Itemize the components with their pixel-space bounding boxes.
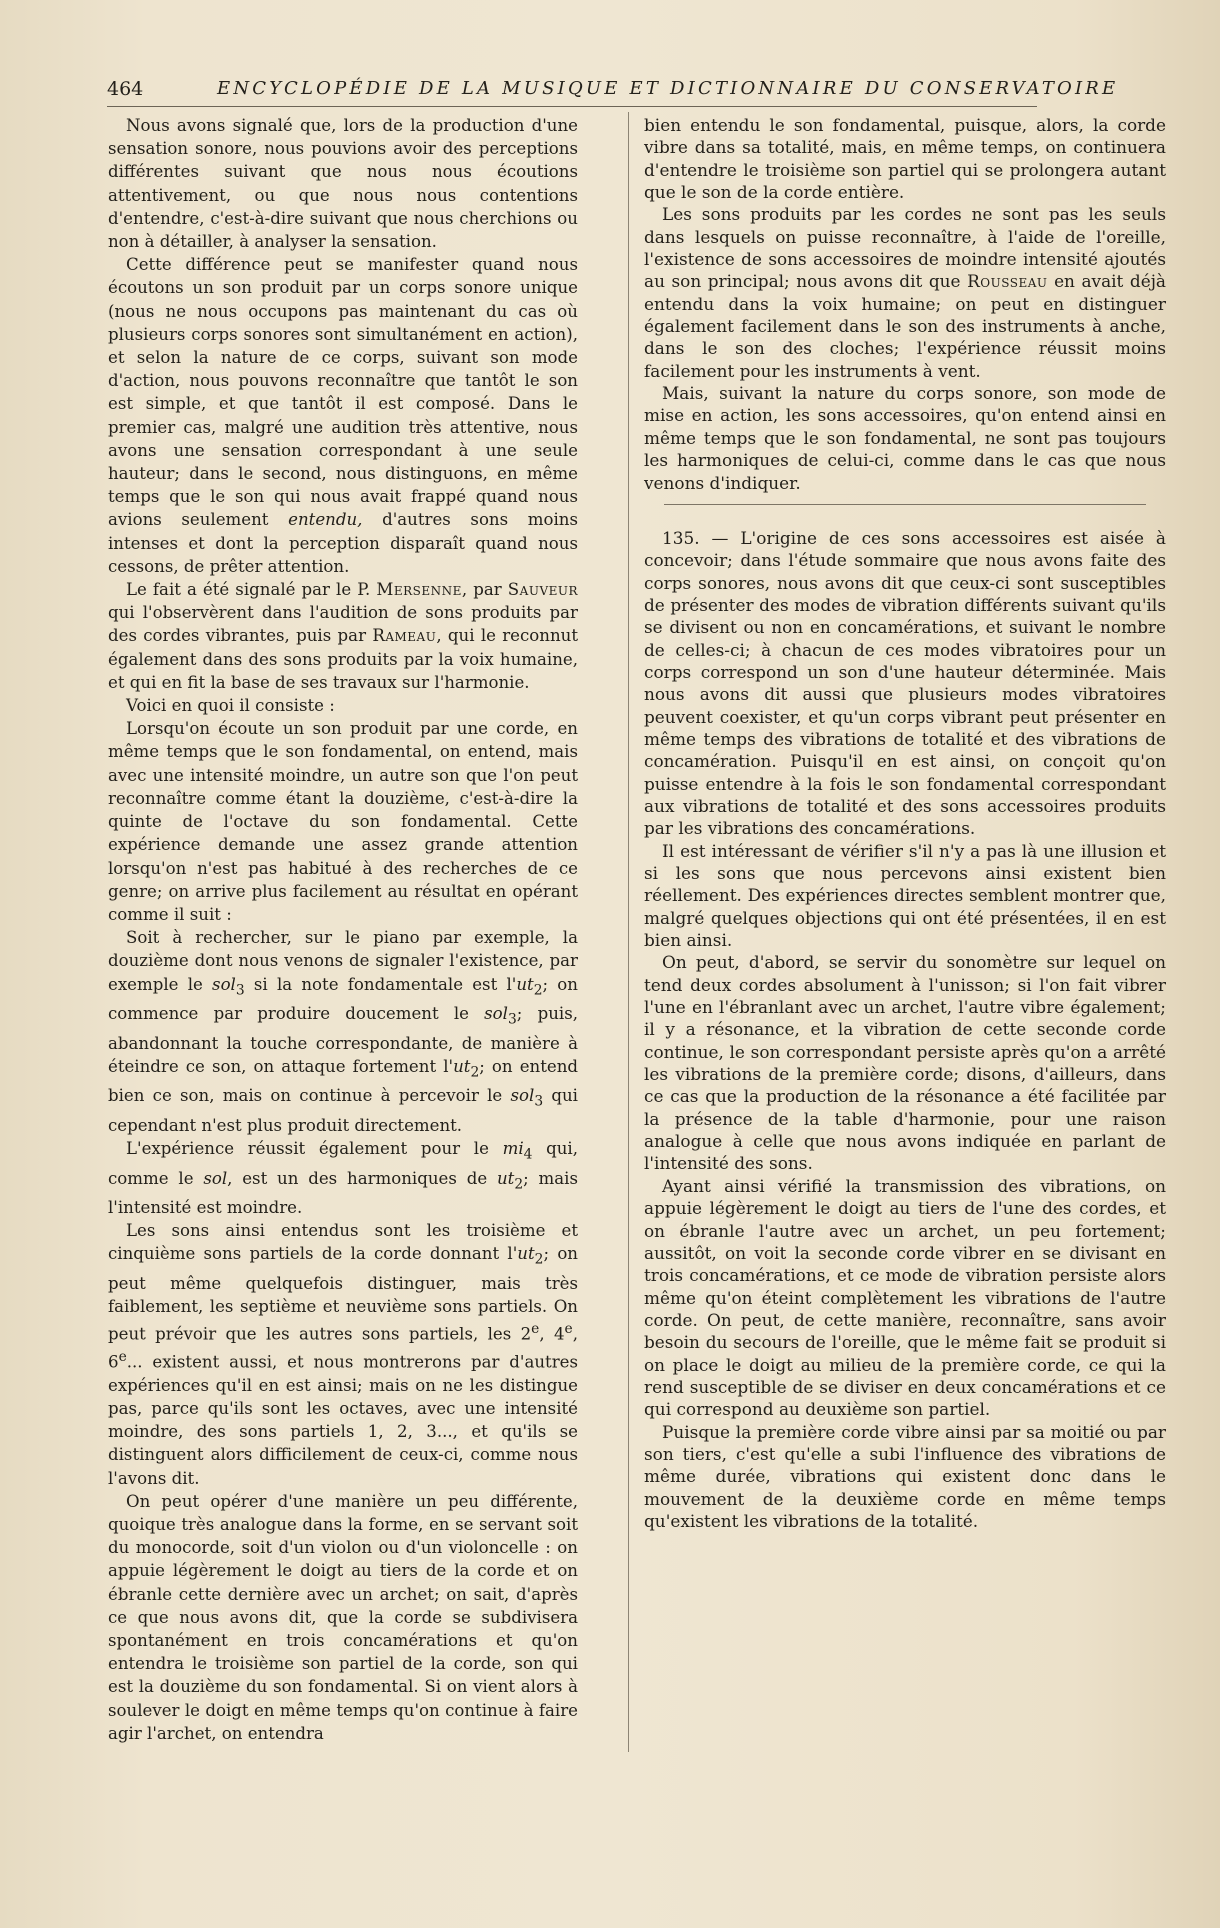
emphasis: entendu, xyxy=(288,510,363,530)
paragraph: Lorsqu'on écoute un son produit par une corde, en même temps que le son fondamental, on entend, mais avec une intensité moindre, un autre son que l'on peut reconnaître comme étant la douzième, c'est-à-dire la quinte de l'octave du son fondamental. Cette expérience demande une assez grande attention lorsqu'on n'est pas habitué à des recherches de ce genre; on arrive plus facilement au résultat en opérant comme il suit : xyxy=(108,719,578,924)
paragraph: Les sons produits par les cordes ne sont pas les seuls dans lesquels on puisse reconnaître, à l'aide de l'oreille, l'existence de sons accessoires de moindre intensité ajoutés au son principal; nous avons dit que Rousseau en avait déjà entendu dans la voix humaine; on peut en distinguer également facilement dans le son des instruments à anche, dans le son des cloches; l'expérience réussit moins facilement pour les instruments à vent. xyxy=(644,204,1166,381)
author-name: Rameau xyxy=(372,626,437,646)
paragraph: Cette différence peut se manifester quand nous écoutons un son produit par un corps sonore unique (nous ne nous occupons pas maintenant du cas où plusieurs corps sonores sont simultanément en action), et selon la nature de ce corps, suivant son mode d'action, nous pouvons reconnaître que tantôt le son est simple, et que tantôt il est composé. Dans le premier cas, malgré une audition très attentive, nous avons une sensation correspondant à une seule hauteur; dans le second, nous distinguons, en même temps que le son qui nous avait frappé quand nous avions seulement entendu, d'autres sons moins intenses et dont la perception disparaît quand nous cessons, de prêter attention. xyxy=(108,255,579,576)
paragraph: On peut, d'abord, se servir du sonomètre sur lequel on tend deux cordes absolument à l'unisson; si l'on fait vibrer l'une en l'ébranlant avec un archet, l'autre vibre également; il y a résonance, et la vibration de cette seconde corde continue, le son correspondant persiste après qu'on a arrêté les vibrations de la première corde; disons, d'ailleurs, dans ce cas que la production de la résonance a été facilitée par la présence de la table d'harmonie, pour une raison analogue à celle que nous avons indiquée en parlant de l'intensité des sons. xyxy=(644,952,1166,1174)
paragraph: Puisque la première corde vibre ainsi par sa moitié ou par son tiers, c'est qu'elle a subi l'influence des vibrations de même durée, vibrations qui existent donc dans le mouvement de la deuxième corde en même temps qu'existent les vibrations de la totalité. xyxy=(644,1421,1166,1531)
paragraph: Il est intéressant de vérifier s'il n'y a pas là une illusion et si les sons que nous percevons ainsi existent bien réellement. Des expériences directes semblent montrer que, malgré quelques objections qui ont été présentées, il en est bien ainsi. xyxy=(644,840,1166,951)
page-number: 464 xyxy=(107,78,144,100)
author-name: Rousseau xyxy=(967,271,1048,292)
paragraph: Nous avons signalé que, lors de la production d'une sensation sonore, nous pouvions avoir des perceptions différentes suivant que nous nous écoutions attentivement, ou que nous nous contentions d'entendre, c'est-à-dire suivant que nous cherchions ou non à détailler, à analyser la sensation. xyxy=(108,116,578,252)
paragraph: L'expérience réussit également pour le $mi_4$ qui, comme le sol, est un des harmoniques de $ut_2$; mais l'intensité est moindre. xyxy=(108,1138,579,1218)
paragraph: Mais, suivant la nature du corps sonore, son mode de mise en action, les sons accessoires, qu'on entend ainsi en même temps que le son fondamental, ne sont pas toujours les harmoniques de celui-ci, comme dans le cas que nous venons d'indiquer. xyxy=(644,383,1166,493)
paragraph: Ayant ainsi vérifié la transmission des vibrations, on appuie légèrement le doigt au tiers de l'une des cordes, et on ébranle l'autre avec un archet, un peu fortement; aussitôt, on voit la seconde corde vibrer en se divisant en trois concamérations, et ce mode de vibration persiste alors même qu'on éteint complètement les vibrations de l'autre corde. On peut, de cette manière, reconnaître, sans avoir besoin du secours de l'oreille, que le même fait se produit si on place le doigt au milieu de la première corde, ce qui la rend susceptible de se diviser en deux concamérations et ce qui correspond au deuxième son partiel. xyxy=(644,1175,1166,1420)
page-header xyxy=(107,78,1119,104)
left-column xyxy=(108,114,578,1745)
paragraph: Les sons ainsi entendus sont les troisième et cinquième sons partiels de la corde donnant $l'ut_2$; on peut même quelquefois distinguer, mais très faiblement, les septième et neuvième sons partiels. On peut prévoir que les autres sons partiels, les 2e, 4e, 6e... existent aussi, et nous montrerons par d'autres expériences qu'il en est ainsi; mais on ne les distingue pas, parce qu'ils sont les octaves, avec une intensité moindre, des sons partiels 1, 2, 3..., et qu'ils se distinguent alors difficilement de ceux-ci, comme nous l'avons dit. xyxy=(108,1221,578,1488)
running-title: ENCYCLOPÉDIE DE LA MUSIQUE ET DICTIONNAIRE DU CONSERVATOIRE xyxy=(217,78,1119,99)
author-name: Mersenne xyxy=(376,580,462,600)
section-paragraph: 135. — L'origine de ces sons accessoires est aisée à concevoir; dans l'étude sommaire que nous avons faite des corps sonores, nous avons dit que ceux-ci sont susceptibles de présenter des modes de vibration différents suivant qu'ils se divisent ou non en concamérations, et suivant le nombre de celles-ci; à chacun de ces modes vibratoires pour un corps correspond un son d'une hauteur déterminée. Mais nous avons dit aussi que plusieurs modes vibratoires peuvent coexister, et qu'un corps vibrant peut présenter en même temps des vibrations de totalité et des vibrations de concamération. Puisqu'il en est ainsi, on conçoit qu'on puisse entendre à la fois le son fondamental correspondant aux vibrations de totalité et des sons accessoires produits par les vibrations des concamérations. xyxy=(644,527,1166,839)
author-name: Sauveur xyxy=(507,580,579,600)
paragraph: Le fait a été signalé par le P. Mersenne, par Sauveur qui l'observèrent dans l'audition de sons produits par des cordes vibrantes, puis par Rameau, qui le reconnut également dans des sons produits par la voix humaine, et qui en fit la base de ses travaux sur l'harmonie. xyxy=(108,580,579,692)
paragraph: Voici en quoi il consiste : xyxy=(126,696,335,716)
column-divider xyxy=(628,112,629,1752)
header-rule xyxy=(107,106,1037,107)
paragraph: Soit à rechercher, sur le piano par exemple, la douzième dont nous venons de signaler l'existence, par exemple le sol$_3$ si la note fondamentale est $l'ut_2$; on commence par produire doucement le sol$_3$; puis, abandonnant la touche correspondante, de manière à éteindre ce son, on attaque fortement $l'ut_2$; on entend bien ce son, mais on continue à percevoir le sol$_3$ qui cependant n'est plus produit directement. xyxy=(108,928,579,1135)
paragraph: On peut opérer d'une manière un peu différente, quoique très analogue dans la forme, en se servant soit du monocorde, soit d'un violon ou d'un violoncelle : on appuie légèrement le doigt au tiers de la corde et on ébranle cette dernière avec un archet; on sait, d'après ce que nous avons dit, que la corde se subdivisera spontanément en trois concamérations et qu'on entendra le troisième son partiel de la corde, son qui est la douzième du son fondamental. Si on vient alors à soulever le doigt en même temps qu'on continue à faire agir l'archet, on entendra xyxy=(108,1491,578,1743)
right-column xyxy=(644,114,1166,1532)
paragraph: bien entendu le son fondamental, puisque, alors, la corde vibre dans sa totalité, mais, en même temps, on continuera d'entendre le troisième son partiel qui se prolongera autant que le son de la corde entière. xyxy=(644,115,1166,203)
section-rule xyxy=(664,504,1146,505)
